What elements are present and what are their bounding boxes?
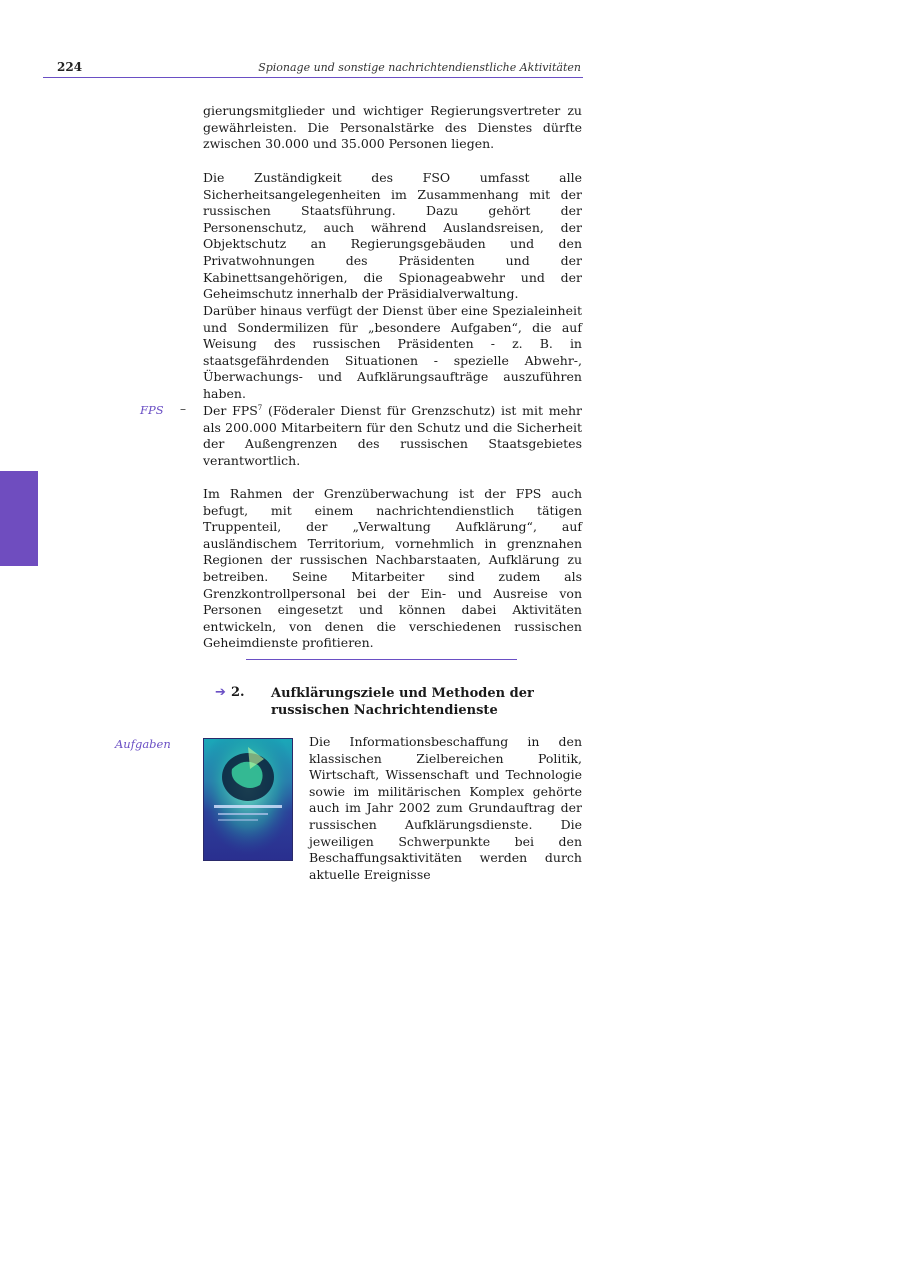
paragraph-fso-responsibilities: Die Zuständigkeit des FSO umfasst alle Sicherheitsangelegenheiten im Zusammenhang mit der russischen Staatsführung. Dazu gehört der Personenschutz, auch während Auslandsreisen, der Objektschutz an Regierungsgebäuden und den Privatwohnungen des Präsidenten und der Kabinettsangehörigen, die Spionageabwehr und der Geheimschutz innerhalb der Präsidialverwaltung. [203,170,582,302]
fps-text-start: Der FPS [203,403,258,418]
margin-label-aufgaben: Aufgaben [115,737,171,751]
chapter-side-tab [0,471,38,566]
section-number: 2. [231,685,245,700]
margin-label-fps: FPS [140,403,164,417]
running-title: Spionage und sonstige nachrichtendienstliche Aktivitäten [258,61,581,74]
header-rule [43,77,583,78]
page-number: 224 [57,60,83,74]
paragraph-fso-staff: gierungsmitglieder und wichtiger Regierungsvertreter zu gewährleisten. Die Personalstärke des Dienstes dürfte zwischen 30.000 und 35.000 Personen liegen. [203,103,582,152]
book-cover-graphic [204,739,292,860]
footnote-reference[interactable]: 7 [257,403,263,412]
paragraph-fps-intro [203,403,582,469]
fps-text-rest: (Föderaler Dienst für Grenzschutz) ist mit mehr als 200.000 Mitarbeitern für den Schutz und die Sicherheit der Außengrenzen des russischen Staatsgebietes verantwortlich. [203,403,583,468]
paragraph-special-units: Darüber hinaus verfügt der Dienst über eine Spezialeinheit und Sondermilizen für „besondere Aufgaben“, die auf Weisung des russischen Präsidenten - z. B. in staatsgefährdenden Situationen - spezielle Abwehr-, Überwachungs- und Aufklärungsaufträge auszuführen haben. [203,303,582,401]
section-heading: Aufklärungsziele und Methoden der russischen Nachrichtendienste [271,686,534,718]
margin-dash: – [180,402,186,416]
paragraph-information-gathering: Die Informationsbeschaffung in den klassischen Zielbereichen Politik, Wirtschaft, Wissenschaft und Technologie sowie im militärischen Komplex gehörte auch im Jahr 2002 zum Grundauftrag der russischen Aufklärungsdienste. Die jeweiligen Schwerpunkte bei den Beschaffungsaktivitäten werden durch aktuelle Ereignisse [309,734,582,882]
section-divider [246,659,517,660]
arrow-right-icon: ➔ [215,685,226,700]
paragraph-border-surveillance: Im Rahmen der Grenzüberwachung ist der FPS auch befugt, mit einem nachrichtendienstlich tätigen Truppenteil, der „Verwaltung Aufklärung“, auf ausländischem Territorium, vornehmlich in grenznahen Regionen der russischen Nachbarstaaten, Aufklärung zu betreiben. Seine Mitarbeiter sind zudem als Grenzkontrollpersonal bei der Ein- und Ausreise von Personen eingesetzt und können dabei Aktivitäten entwickeln, von denen die verschiedenen russischen Geheimdienste profitieren. [203,486,582,651]
book-cover-image [203,738,293,861]
